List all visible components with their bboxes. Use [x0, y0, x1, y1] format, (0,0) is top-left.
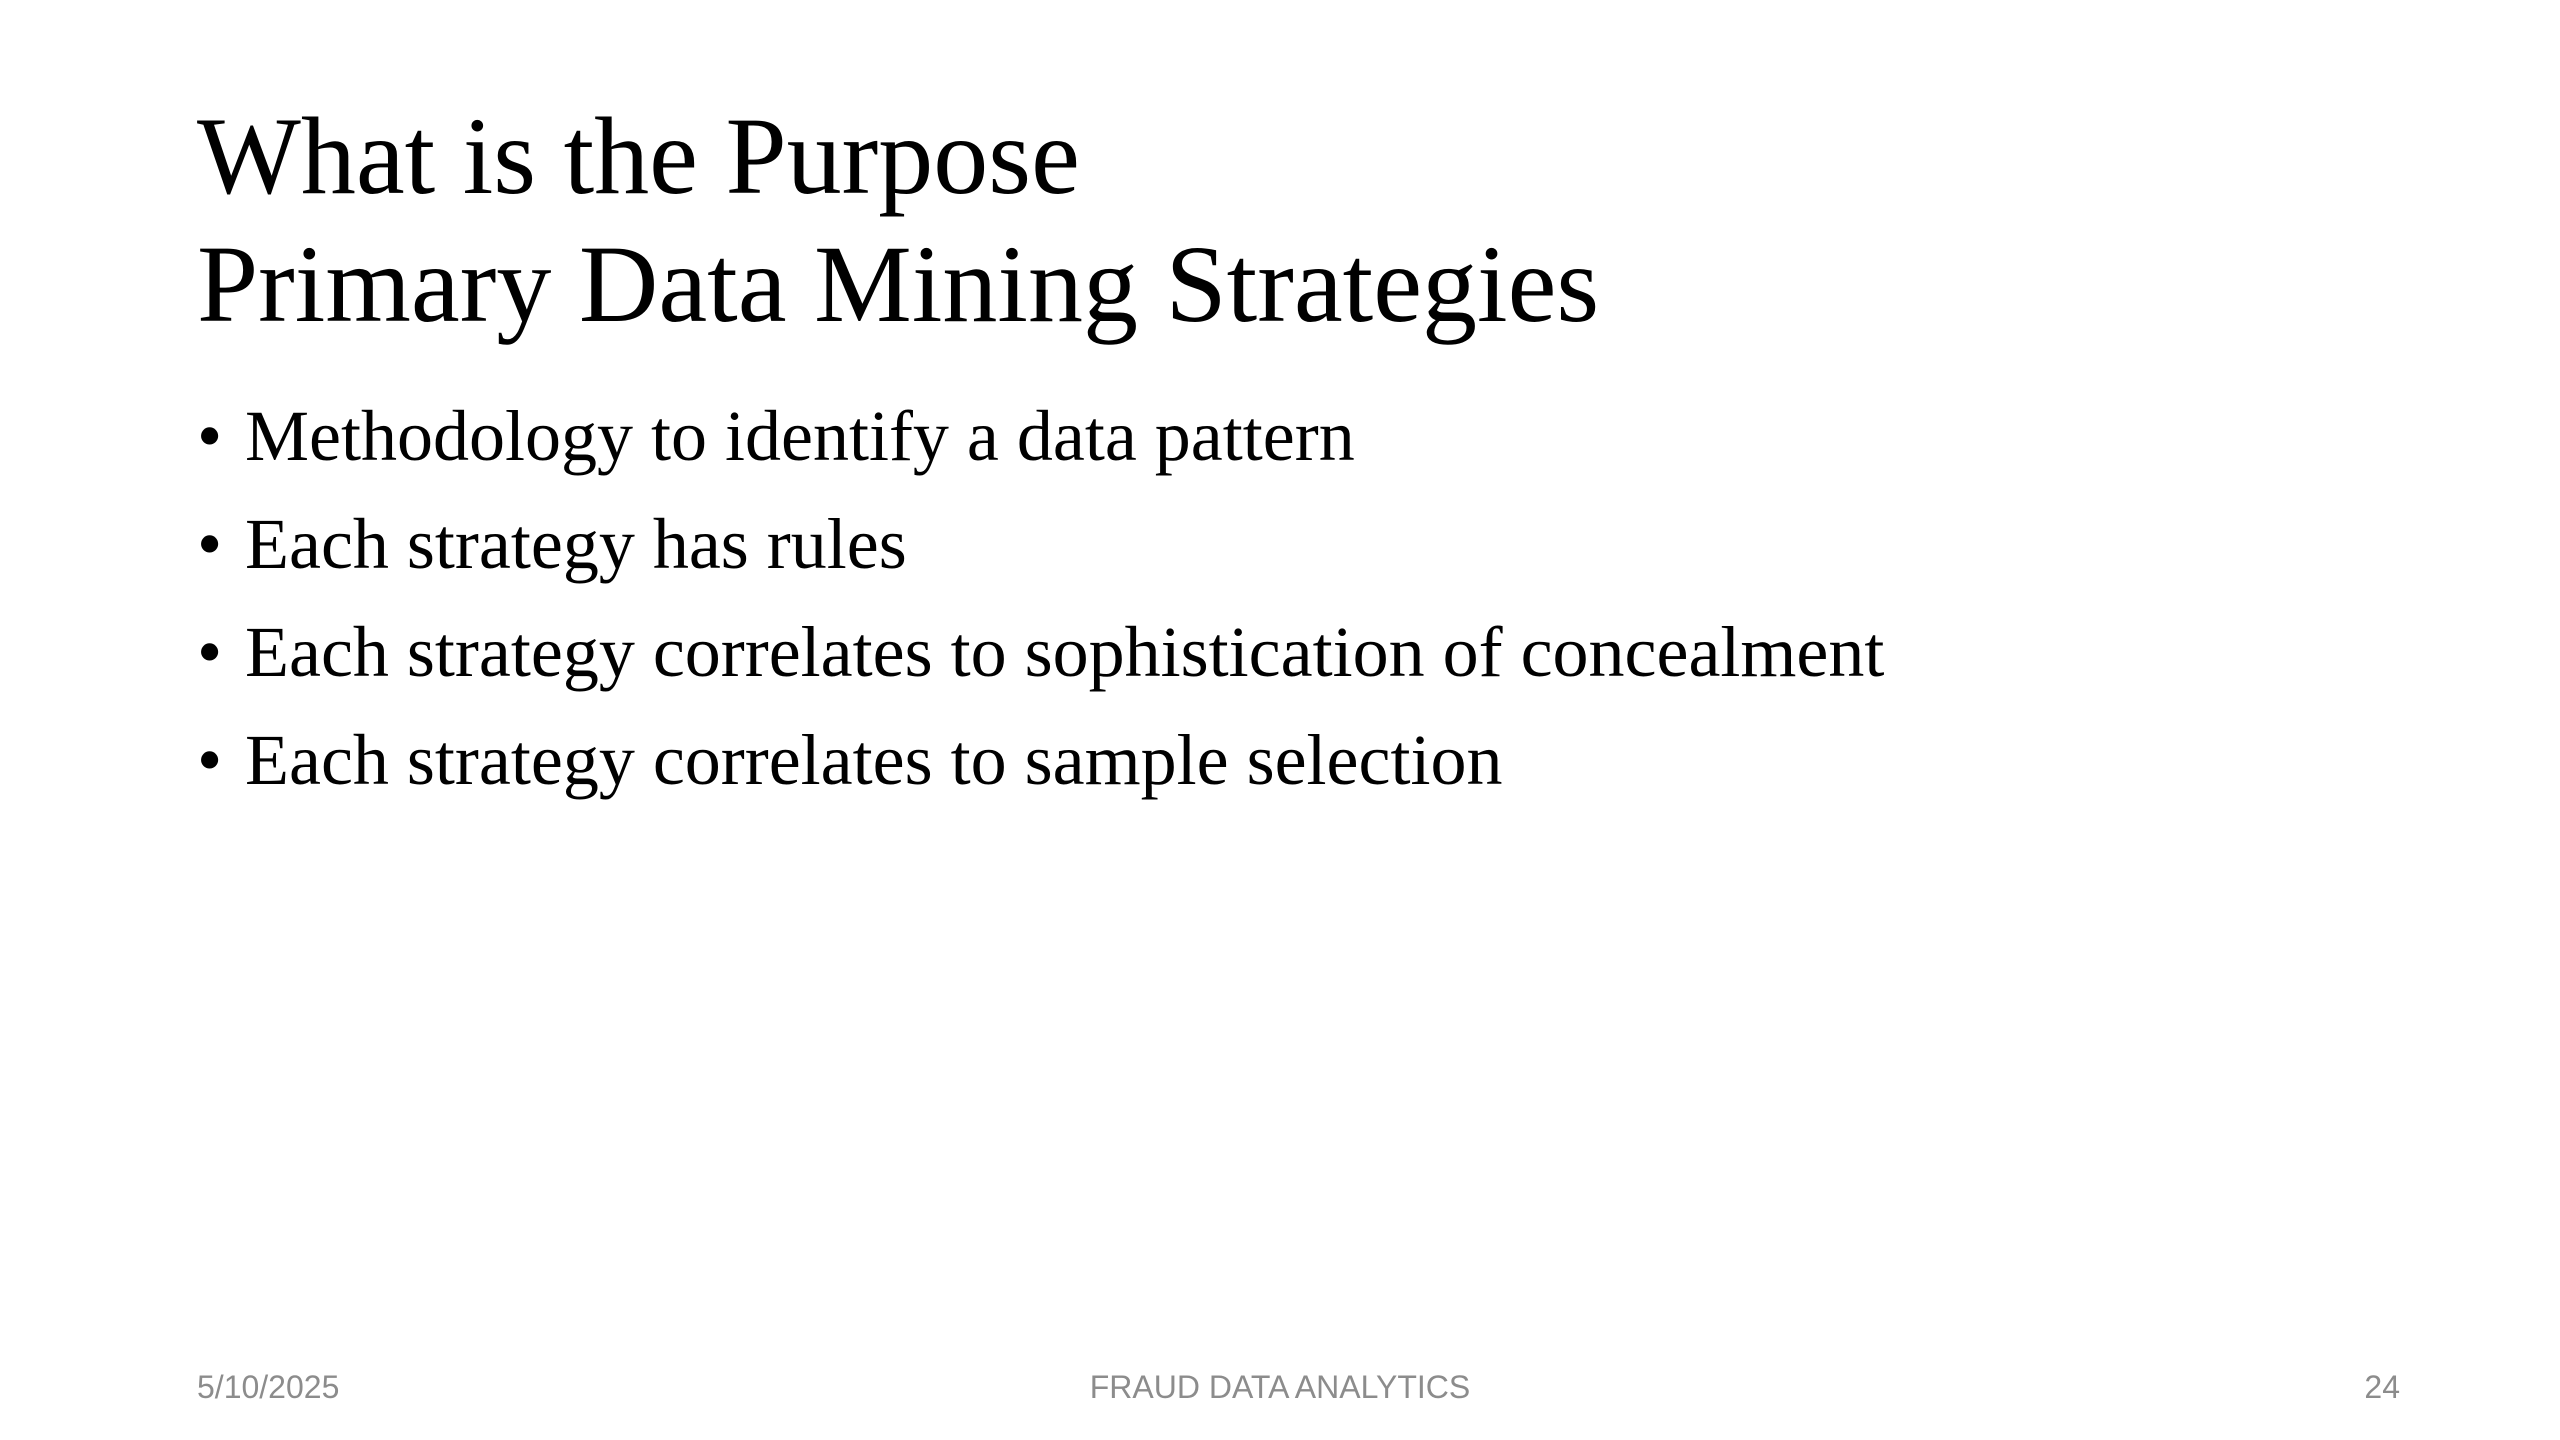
- slide-title-line-1: What is the Purpose: [197, 95, 1080, 217]
- bullet-item: [197, 388, 1884, 496]
- slide-title-line-2: Primary Data Mining Strategies: [197, 223, 1600, 345]
- footer-title: FRAUD DATA ANALYTICS: [1089, 1369, 1471, 1405]
- bullet-text: Each strategy has rules: [245, 504, 907, 584]
- bullet-icon: •: [197, 396, 223, 476]
- bullet-text: Each strategy correlates to sophistication of concealment: [245, 612, 1885, 692]
- footer-page-number: 24: [2364, 1369, 2400, 1405]
- slide-title: [197, 92, 1599, 348]
- bullet-list: [197, 388, 1884, 820]
- bullet-item: [197, 496, 1884, 604]
- bullet-item: [197, 712, 1884, 820]
- bullet-item: [197, 604, 1884, 712]
- footer-date: 5/10/2025: [197, 1369, 340, 1405]
- bullet-icon: •: [197, 504, 223, 584]
- bullet-icon: •: [197, 612, 223, 692]
- bullet-text: Methodology to identify a data pattern: [245, 396, 1355, 476]
- bullet-icon: •: [197, 720, 223, 800]
- bullet-text: Each strategy correlates to sample selection: [245, 720, 1503, 800]
